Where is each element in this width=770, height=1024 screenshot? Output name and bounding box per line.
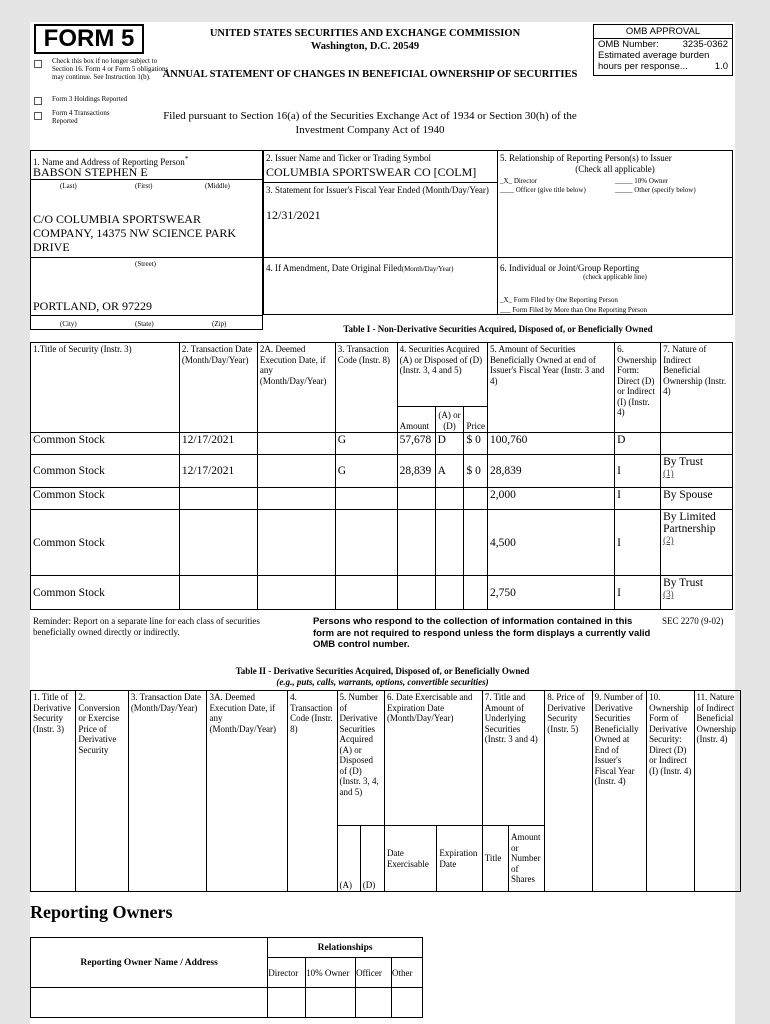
cell-title: Common Stock bbox=[31, 433, 180, 455]
issuer-name[interactable]: COLUMBIA SPORTSWEAR CO [COLM] bbox=[266, 165, 477, 179]
table-row bbox=[31, 455, 733, 488]
t2-col-date: 3. Transaction Date (Month/Day/Year) bbox=[128, 691, 207, 892]
omb-number-label: OMB Number: bbox=[598, 39, 659, 50]
last-caption: (Last) bbox=[60, 182, 77, 190]
table-row bbox=[31, 510, 733, 576]
cell-price bbox=[464, 576, 488, 610]
owner-name-address-header: Reporting Owner Name / Address bbox=[31, 938, 268, 988]
cell-deemed bbox=[257, 455, 335, 488]
owner-director-header: Director bbox=[268, 958, 306, 988]
cell-ad bbox=[435, 488, 464, 510]
filed-pursuant: Filed pursuant to Section 16(a) of the Securities Exchange Act of 1934 or Section 30(h) of the Investment Company Act of 1940 bbox=[163, 110, 577, 136]
cell-deemed bbox=[257, 510, 335, 576]
table2-title: Table II - Derivative Securities Acquired, Disposed of, or Beneficially Owned bbox=[235, 666, 530, 676]
amendment-sub: (Month/Day/Year) bbox=[401, 265, 454, 273]
sec-code: SEC 2270 (9-02) bbox=[662, 616, 724, 626]
cell-date bbox=[179, 510, 257, 576]
cell-ad: A bbox=[435, 455, 464, 488]
t2-sub-amount: Amount or Number of Shares bbox=[508, 826, 544, 892]
table1-title: Table I - Non-Derivative Securities Acquired, Disposed of, or Beneficially Owned bbox=[343, 324, 653, 334]
issuer-label: 2. Issuer Name and Ticker or Trading Symbol bbox=[266, 153, 431, 163]
cell-ad bbox=[435, 510, 464, 576]
cell-owned: 2,000 bbox=[487, 488, 614, 510]
zip-caption: (Zip) bbox=[212, 320, 227, 328]
cell-amount bbox=[397, 510, 435, 576]
statement-title: ANNUAL STATEMENT OF CHANGES IN BENEFICIAL OWNERSHIP OF SECURITIES bbox=[162, 69, 578, 80]
footnote-link[interactable]: (1) bbox=[663, 468, 674, 478]
cell-price bbox=[464, 488, 488, 510]
cell-price bbox=[464, 510, 488, 576]
cell-amount bbox=[397, 576, 435, 610]
cell-code: G bbox=[335, 433, 397, 455]
t2-col-code: 4. Transaction Code (Instr. 8) bbox=[288, 691, 337, 892]
t1-sub-price: Price bbox=[464, 407, 488, 433]
person-label: 1. Name and Address of Reporting Person bbox=[33, 157, 185, 167]
cell-owned: 28,839 bbox=[487, 455, 614, 488]
cell-owned: 2,750 bbox=[487, 576, 614, 610]
t1-col-amount-owned: 5. Amount of Securities Beneficially Owned at end of Issuer's Fiscal Year (Instr. 3 and 4) bbox=[487, 343, 614, 433]
omb-number-value: 3235-0362 bbox=[682, 39, 728, 50]
omb-title: OMB APPROVAL bbox=[594, 25, 732, 39]
t2-col-price: 8. Price of Derivative Security (Instr. 5) bbox=[545, 691, 592, 892]
table-row bbox=[31, 433, 733, 455]
cell-nature: By Spouse bbox=[661, 488, 733, 510]
t2-col-title: 1. Title of Derivative Security (Instr. 3) bbox=[31, 691, 76, 892]
t2-col-ownership: 10. Ownership Form of Derivative Security: Direct (D) or Indirect (I) (Instr. 4) bbox=[647, 691, 694, 892]
cell-form: I bbox=[615, 576, 661, 610]
table-row bbox=[31, 488, 733, 510]
cell-code bbox=[335, 576, 397, 610]
cell-nature: By Trust bbox=[663, 577, 704, 589]
cell-deemed bbox=[257, 576, 335, 610]
form3-holdings-label: Form 3 Holdings Reported bbox=[52, 95, 128, 103]
group-reporting-label: 6. Individual or Joint/Group Reporting bbox=[500, 263, 640, 273]
t1-col-date: 2. Transaction Date (Month/Day/Year) bbox=[179, 343, 257, 433]
cell-code: G bbox=[335, 455, 397, 488]
t2-sub-date-ex: Date Exercisable bbox=[384, 826, 436, 892]
cell-nature: By Trust bbox=[663, 456, 704, 468]
t2-col-owned: 9. Number of Derivative Securities Beneficially Owned at End of Issuer's Fiscal Year (Instr. 4) bbox=[592, 691, 646, 892]
person-city-line[interactable]: PORTLAND, OR 97229 bbox=[33, 299, 152, 313]
owner-other-header: Other bbox=[392, 958, 423, 988]
omb-hours-label: hours per response... bbox=[598, 61, 688, 72]
t2-col-exercisable: 6. Date Exercisable and Expiration Date (Month/Day/Year) bbox=[384, 691, 482, 826]
owner10-label[interactable]: _____ 10% Owner bbox=[615, 177, 668, 185]
city-caption: (City) bbox=[60, 320, 77, 328]
t1-col-code: 3. Transaction Code (Instr. 8) bbox=[335, 343, 397, 433]
cell-owned: 4,500 bbox=[487, 510, 614, 576]
agency-location: Washington, D.C. 20549 bbox=[310, 41, 420, 52]
omb-burden-label: Estimated average burden bbox=[598, 50, 710, 61]
cell-amount: 57,678 bbox=[397, 433, 435, 455]
cell-amount bbox=[397, 488, 435, 510]
no-longer-subject-label: Check this box if no longer subject to Section 16. Form 4 or Form 5 obligations may continue. See Instruction 1(b). bbox=[52, 57, 169, 81]
director-label: Director bbox=[513, 177, 538, 185]
cell-nature bbox=[661, 433, 733, 455]
cell-deemed bbox=[257, 433, 335, 455]
t1-col-securities: 4. Securities Acquired (A) or Disposed of (D) (Instr. 3, 4 and 5) bbox=[397, 343, 487, 407]
t2-sub-title: Title bbox=[482, 826, 508, 892]
relationships-header: Relationships bbox=[268, 938, 423, 958]
cell-date bbox=[179, 488, 257, 510]
reporting-owners-table bbox=[30, 937, 423, 1018]
person-asterisk: * bbox=[184, 154, 189, 163]
t2-col-number: 5. Number of Derivative Securities Acquired (A) or Disposed of (D) (Instr. 3, 4, and 5) bbox=[337, 691, 384, 826]
owner-officer-header: Officer bbox=[356, 958, 392, 988]
t2-sub-exp: Expiration Date bbox=[437, 826, 482, 892]
middle-caption: (Middle) bbox=[205, 182, 230, 190]
cell-date: 12/17/2021 bbox=[179, 433, 257, 455]
check-one-label: (check applicable line) bbox=[583, 273, 647, 281]
form4-transactions-checkbox[interactable] bbox=[34, 112, 42, 120]
t2-sub-d: (D) bbox=[360, 826, 384, 892]
table-row bbox=[31, 576, 733, 610]
cell-date bbox=[179, 576, 257, 610]
state-caption: (State) bbox=[135, 320, 154, 328]
t2-sub-a: (A) bbox=[337, 826, 360, 892]
cell-form: I bbox=[615, 510, 661, 576]
omb-approval-box bbox=[593, 24, 733, 76]
footnote-link[interactable]: (3) bbox=[663, 589, 674, 599]
cell-title: Common Stock bbox=[31, 510, 180, 576]
cell-nature: By Limited Partnership bbox=[663, 511, 716, 535]
first-caption: (First) bbox=[135, 182, 153, 190]
cell-code bbox=[335, 488, 397, 510]
cell-title: Common Stock bbox=[31, 455, 180, 488]
form-page bbox=[30, 22, 735, 1024]
footnote-link[interactable]: (2) bbox=[663, 535, 674, 545]
t1-sub-aord: (A) or (D) bbox=[435, 407, 464, 433]
relationship-label: 5. Relationship of Reporting Person(s) to Issuer bbox=[500, 153, 672, 163]
cell-price: $ 0 bbox=[464, 455, 488, 488]
owner-10pct-header: 10% Owner bbox=[306, 958, 356, 988]
cell-title: Common Stock bbox=[31, 576, 180, 610]
cell-form: D bbox=[615, 433, 661, 455]
cell-ad bbox=[435, 576, 464, 610]
cell-form: I bbox=[615, 455, 661, 488]
statement-date[interactable]: 12/31/2021 bbox=[266, 208, 321, 222]
other-label[interactable]: _____ Other (specify below) bbox=[615, 186, 696, 194]
reminder-text: Reminder: Report on a separate line for each class of securities beneficially owned directly or indirectly. bbox=[33, 616, 260, 637]
cell-title: Common Stock bbox=[31, 488, 180, 510]
form-title: FORM 5 bbox=[34, 24, 144, 54]
cell-owned: 100,760 bbox=[487, 433, 614, 455]
person-address[interactable]: C/O COLUMBIA SPORTSWEAR COMPANY, 14375 NW SCIENCE PARK DRIVE bbox=[33, 212, 237, 254]
omb-hours-value: 1.0 bbox=[714, 61, 728, 72]
derivative-table bbox=[30, 690, 741, 892]
t2-col-deemed: 3A. Deemed Execution Date, if any (Month/Day/Year) bbox=[207, 691, 288, 892]
form4-transactions-label: Form 4 Transactions Reported bbox=[52, 109, 110, 125]
t1-col-title: 1.Title of Security (Instr. 3) bbox=[31, 343, 180, 433]
no-longer-subject-checkbox[interactable] bbox=[34, 60, 42, 68]
t2-col-underlying: 7. Title and Amount of Underlying Securities (Instr. 3 and 4) bbox=[482, 691, 545, 826]
t2-col-conversion: 2. Conversion or Exercise Price of Derivative Security bbox=[76, 691, 128, 892]
statement-date-label: 3. Statement for Issuer's Fiscal Year Ended (Month/Day/Year) bbox=[266, 185, 489, 195]
cell-code bbox=[335, 510, 397, 576]
cell-form: I bbox=[615, 488, 661, 510]
t1-col-ownership: 6. Ownership Form: Direct (D) or Indirect (I) (Instr. 4) bbox=[615, 343, 661, 433]
agency-name: UNITED STATES SECURITIES AND EXCHANGE COMMISSION bbox=[209, 28, 521, 39]
street-caption: (Street) bbox=[135, 260, 156, 268]
t1-col-deemed: 2A. Deemed Execution Date, if any (Month/Day/Year) bbox=[257, 343, 335, 433]
table2-subtitle: (e.g., puts, calls, warrants, options, convertible securities) bbox=[276, 677, 489, 687]
cell-ad: D bbox=[435, 433, 464, 455]
non-derivative-table bbox=[30, 342, 733, 610]
t1-col-nature: 7. Nature of Indirect Beneficial Ownership (Instr. 4) bbox=[661, 343, 733, 433]
cell-price: $ 0 bbox=[464, 433, 488, 455]
more-person-option[interactable]: ___ Form Filed by More than One Reporting Person bbox=[500, 306, 647, 314]
director-mark[interactable]: _X_ bbox=[500, 177, 513, 185]
one-person-option[interactable]: _X_ Form Filed by One Reporting Person bbox=[500, 296, 618, 304]
form3-holdings-checkbox[interactable] bbox=[34, 97, 42, 105]
t2-col-nature: 11. Nature of Indirect Beneficial Ownership (Instr. 4) bbox=[694, 691, 741, 892]
check-all-label: (Check all applicable) bbox=[575, 164, 655, 174]
reporting-owners-title: Reporting Owners bbox=[30, 902, 173, 922]
t1-sub-amount: Amount bbox=[397, 407, 435, 433]
persons-notice: Persons who respond to the collection of information contained in this form are not required to respond unless the form displays a currently valid OMB control number. bbox=[313, 616, 651, 650]
cell-date: 12/17/2021 bbox=[179, 455, 257, 488]
officer-label[interactable]: ____ Officer (give title below) bbox=[500, 186, 586, 194]
person-name[interactable]: BABSON STEPHEN E bbox=[33, 165, 148, 179]
cell-amount: 28,839 bbox=[397, 455, 435, 488]
amendment-label: 4. If Amendment, Date Original Filed bbox=[266, 263, 402, 273]
cell-deemed bbox=[257, 488, 335, 510]
